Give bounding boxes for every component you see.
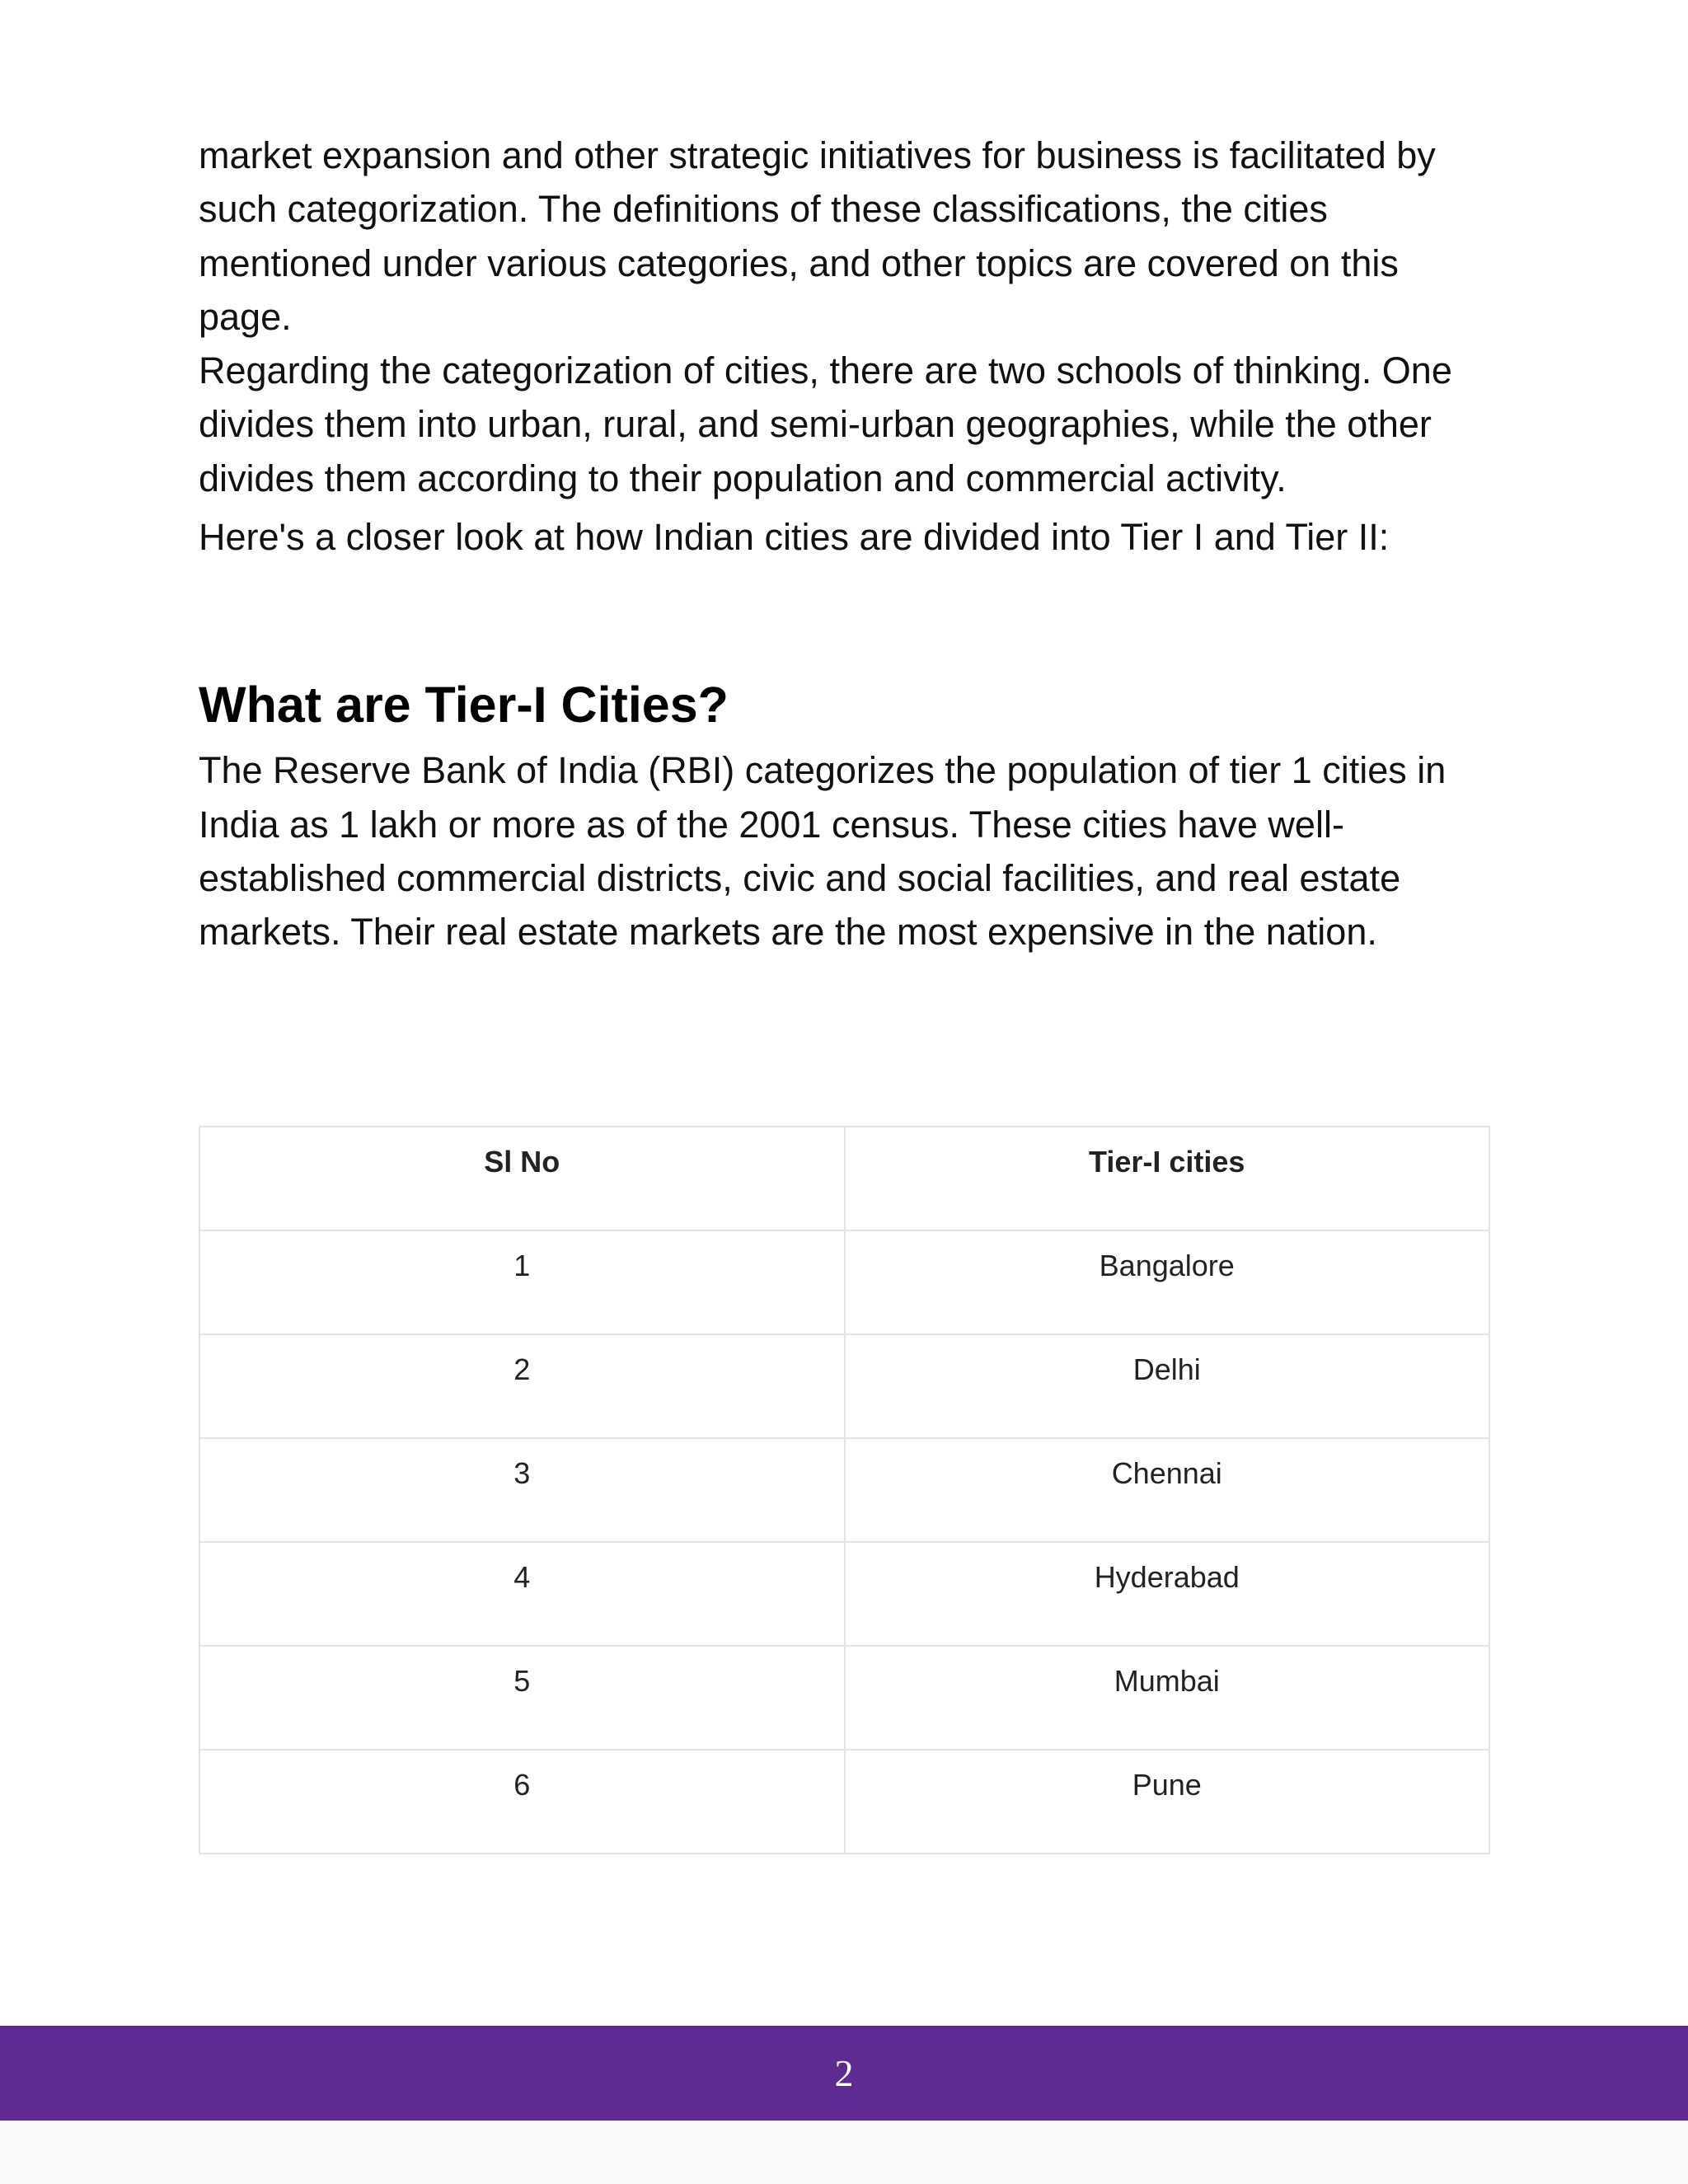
cell-sl-no: 4 — [199, 1542, 845, 1646]
table-row — [199, 1750, 1489, 1854]
cell-city: Bangalore — [845, 1230, 1490, 1334]
cell-sl-no: 3 — [199, 1438, 845, 1542]
page-footer — [0, 2026, 1688, 2121]
cell-sl-no: 6 — [199, 1750, 845, 1854]
table-row — [199, 1334, 1489, 1438]
cell-city: Delhi — [845, 1334, 1490, 1438]
cell-city: Hyderabad — [845, 1542, 1490, 1646]
section-paragraph: The Reserve Bank of India (RBI) categorizes the population of tier 1 cities in India as 1 lakh or more as of the 2001 census. These cities have well-established commercial districts, civic and social facilities, and real estate markets. Their real estate markets are the most expensive in the nation. — [199, 749, 1447, 954]
table-header-row — [199, 1127, 1489, 1230]
intro-paragraph-1: market expansion and other strategic initiatives for business is facilitated by such categorization. The definitions of these classifications, the cities mentioned under various categories, and other topics are covered on this page. — [199, 134, 1436, 338]
cell-city: Chennai — [845, 1438, 1490, 1542]
page-content — [199, 129, 1501, 959]
tier-1-cities-table — [199, 1126, 1490, 1854]
section-heading: What are Tier-I Cities? — [199, 677, 729, 733]
table-row — [199, 1542, 1489, 1646]
table-row — [199, 1646, 1489, 1750]
header-sl-no: Sl No — [199, 1127, 845, 1230]
page-number: 2 — [834, 2052, 854, 2094]
cell-city: Mumbai — [845, 1646, 1490, 1750]
header-tier-1-cities: Tier-I cities — [845, 1127, 1490, 1230]
intro-paragraph-2: Regarding the categorization of cities, there are two schools of thinking. One divides them into urban, rural, and semi-urban geographies, while the other divides them according to their population and commercial activity. — [199, 349, 1452, 499]
table-row — [199, 1230, 1489, 1334]
cell-sl-no: 2 — [199, 1334, 845, 1438]
table-row — [199, 1438, 1489, 1542]
intro-paragraph-3: Here's a closer look at how Indian cities are divided into Tier I and Tier II: — [199, 516, 1390, 559]
cell-city: Pune — [845, 1750, 1490, 1854]
cell-sl-no: 1 — [199, 1230, 845, 1334]
cell-sl-no: 5 — [199, 1646, 845, 1750]
